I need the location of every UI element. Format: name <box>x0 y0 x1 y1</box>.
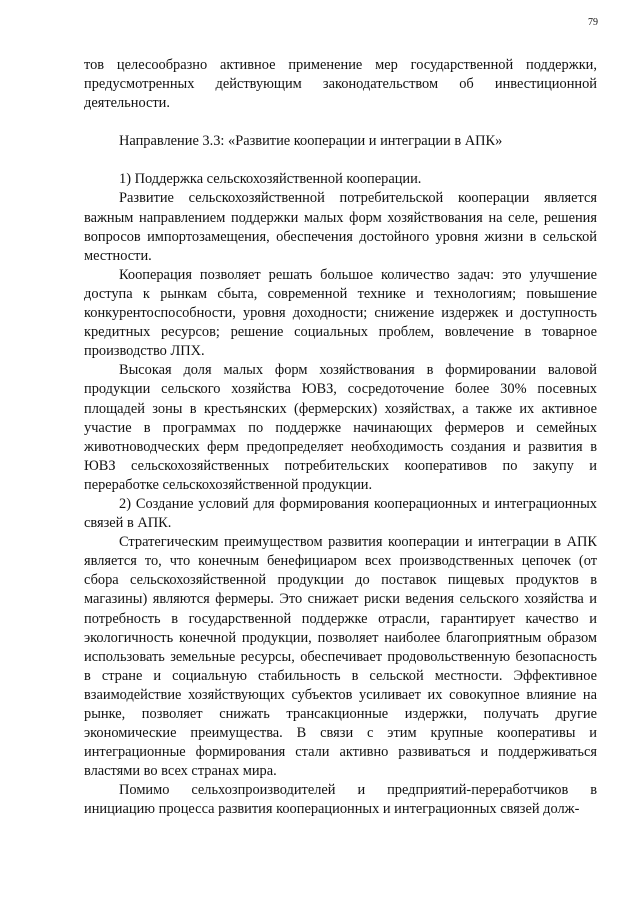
paragraph: Кооперация позволяет решать большое количество задач: это улучшение доступа к рынкам сбыта, современной технике и технологиям; повышение конкурентоспособности, уровня доходности; снижение издержек и доступность кредитных ресурсов; решение социальных проблем, вовлечение в товарное производство ЛПХ. <box>84 266 597 360</box>
subsection-heading-2: 2) Создание условий для формирования кооперационных и интеграционных связей в АПК. <box>84 495 597 532</box>
document-body <box>84 56 597 820</box>
subsection-heading-1: 1) Поддержка сельскохозяйственной кооперации. <box>119 171 422 188</box>
paragraph-continuation: тов целесообразно активное применение мер государственной поддержки, предусмотренных действующим законодательством об инвестиционной деятельности. <box>84 57 597 112</box>
paragraph: Помимо сельхозпроизводителей и предприятий-переработчиков в инициацию процесса развития кооперационных и интеграционных связей долж- <box>84 782 597 818</box>
section-heading: Направление 3.3: «Развитие кооперации и интеграции в АПК» <box>119 133 503 150</box>
page-number: 79 <box>588 17 598 28</box>
paragraph: Высокая доля малых форм хозяйствования в формировании валовой продукции сельского хозяйства ЮВЗ, сосредоточение более 30% посевных площадей зоны в крестьянских (фермерских) хозяйствах, а также их активное участие в программах по поддержке начинающих фермеров и семейных животноводческих ферм предопределяет необходимость создания и развития в ЮВЗ сельскохозяйственных потребительских кооперативов по закупу и переработке сельскохозяйственной продукции. <box>84 362 597 493</box>
paragraph: Развитие сельскохозяйственной потребительской кооперации является важным направлением поддержки малых форм хозяйствования на селе, решения вопросов импортозамещения, обеспечения достойного уровня жизни в сельской местности. <box>84 190 597 264</box>
paragraph: Стратегическим преимуществом развития кооперации и интеграции в АПК является то, что конечным бенефициаром всех производственных цепочек (от сбора сельскохозяйственной продукции до поставок пищевых продуктов в магазины) являются фермеры. Это снижает риски ведения сельского хозяйства и потребность в государственной поддержке отрасли, гарантирует качество и экологичность конечной продукции, позволяет наиболее благоприятным образом использовать земельные ресурсы, обеспечивает продовольственную безопасность в стране и социальную стабильность в сельской местности. Эффективное взаимодействие хозяйствующих субъектов усиливает их совокупное влияние на рынке, позволяет снижать трансакционные издержки, получать другие экономические преимущества. В связи с этим крупные кооперативы и интеграционные формирования стали активно развиваться и поддерживаться властями во всех странах мира. <box>84 534 597 780</box>
